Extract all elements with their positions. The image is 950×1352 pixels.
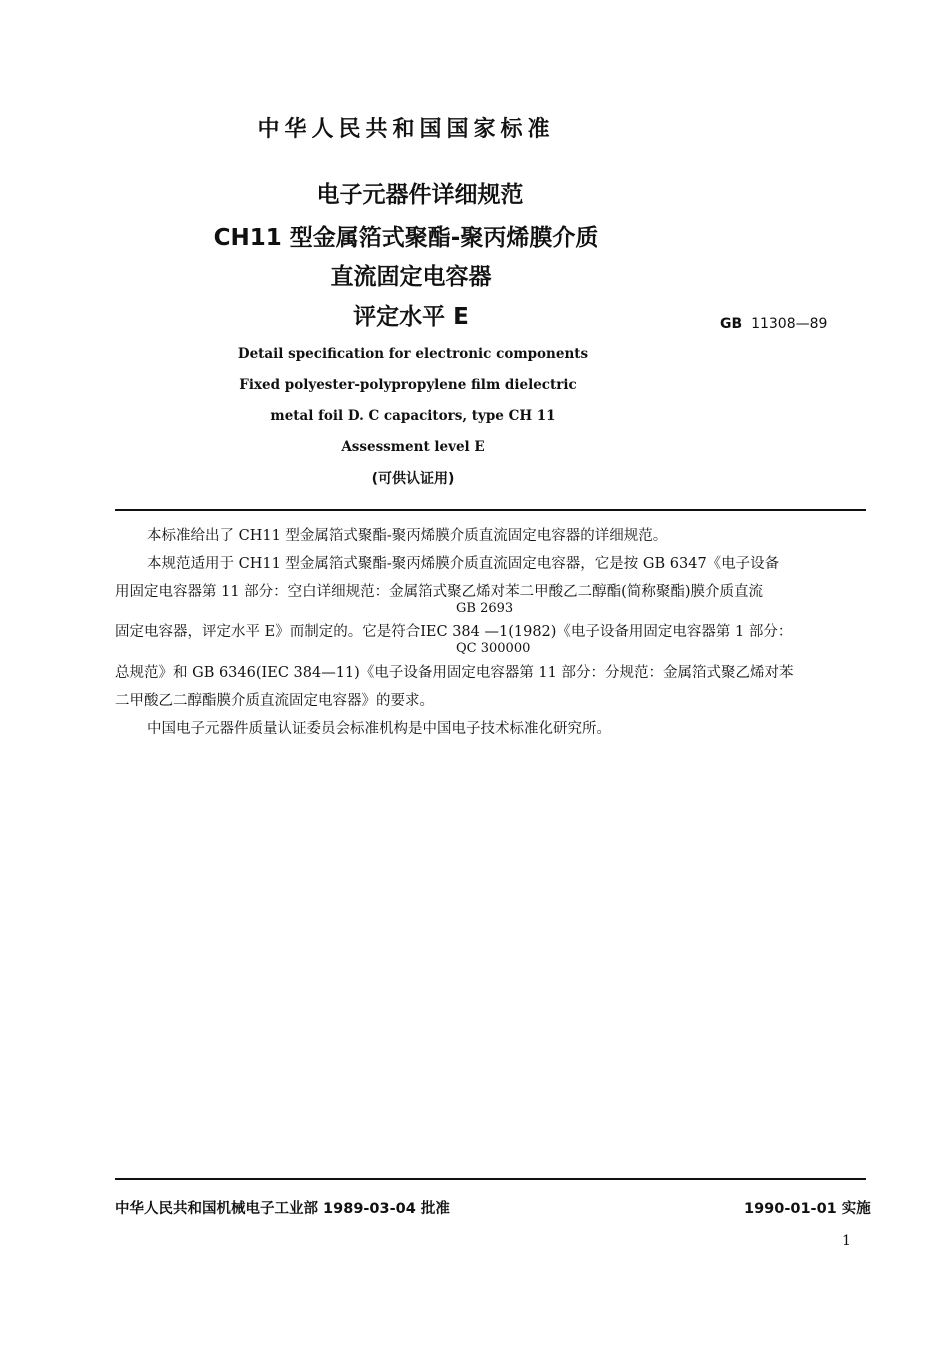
standard-code: 11308—89 [751, 316, 828, 332]
approval-line: 中华人民共和国机械电子工业部 1989-03-04 批准 [115, 1201, 450, 1217]
standard-number [720, 316, 827, 332]
title-line-2: CH11 型金属箔式聚酯-聚丙烯膜介质 [213, 225, 599, 251]
superscript-qc-300000: QC 300000 [456, 641, 531, 656]
top-divider [115, 509, 866, 511]
paragraph-1: 本标准给出了 CH11 型金属箔式聚酯-聚丙烯膜介质直流固定电容器的详细规范。 [147, 528, 668, 544]
page-number: 1 [842, 1233, 851, 1249]
bottom-divider [115, 1178, 866, 1180]
paragraph-2-line-3: 固定电容器，评定水平 E》而制定的。它是符合IEC 384 —1(1982)《电子设备用固定电容器第 1 部分： [115, 624, 793, 640]
english-title-line-1: Detail specification for electronic components [237, 346, 589, 362]
paragraph-3: 中国电子元器件质量认证委员会标准机构是中国电子技术标准化研究所。 [147, 721, 611, 737]
paragraph-2-line-1: 本规范适用于 CH11 型金属箔式聚酯-聚丙烯膜介质直流固定电容器，它是按 GB 6347《电子设备 [147, 556, 780, 572]
paragraph-2-line-2: 用固定电容器第 11 部分：空白详细规范：金属箔式聚乙烯对苯二甲酸乙二醇酯(简称聚酯)膜介质直流 [115, 584, 763, 600]
paragraph-2-line-4: 总规范》和 GB 6346(IEC 384—11)《电子设备用固定电容器第 11 部分：分规范：金属箔式聚乙烯对苯 [115, 665, 794, 681]
english-title-line-2: Fixed polyester-polypropylene film dielectric [239, 377, 577, 393]
paragraph-2-line-5: 二甲酸乙二醇酯膜介质直流固定电容器》的要求。 [115, 693, 434, 709]
effective-date: 1990-01-01 实施 [744, 1201, 871, 1217]
english-title-line-4: Assessment level E [341, 439, 485, 455]
availability-note: (可供认证用) [371, 471, 455, 487]
standard-prefix: GB [720, 316, 743, 332]
title-line-1: 电子元器件详细规范 [316, 182, 524, 208]
standard-organization: 中华人民共和国国家标准 [257, 117, 555, 142]
title-line-3: 直流固定电容器 [330, 264, 492, 290]
superscript-gb-2693: GB 2693 [456, 601, 514, 616]
english-title-line-3: metal foil D. C capacitors, type CH 11 [270, 408, 556, 424]
title-line-4: 评定水平 E [353, 304, 469, 330]
